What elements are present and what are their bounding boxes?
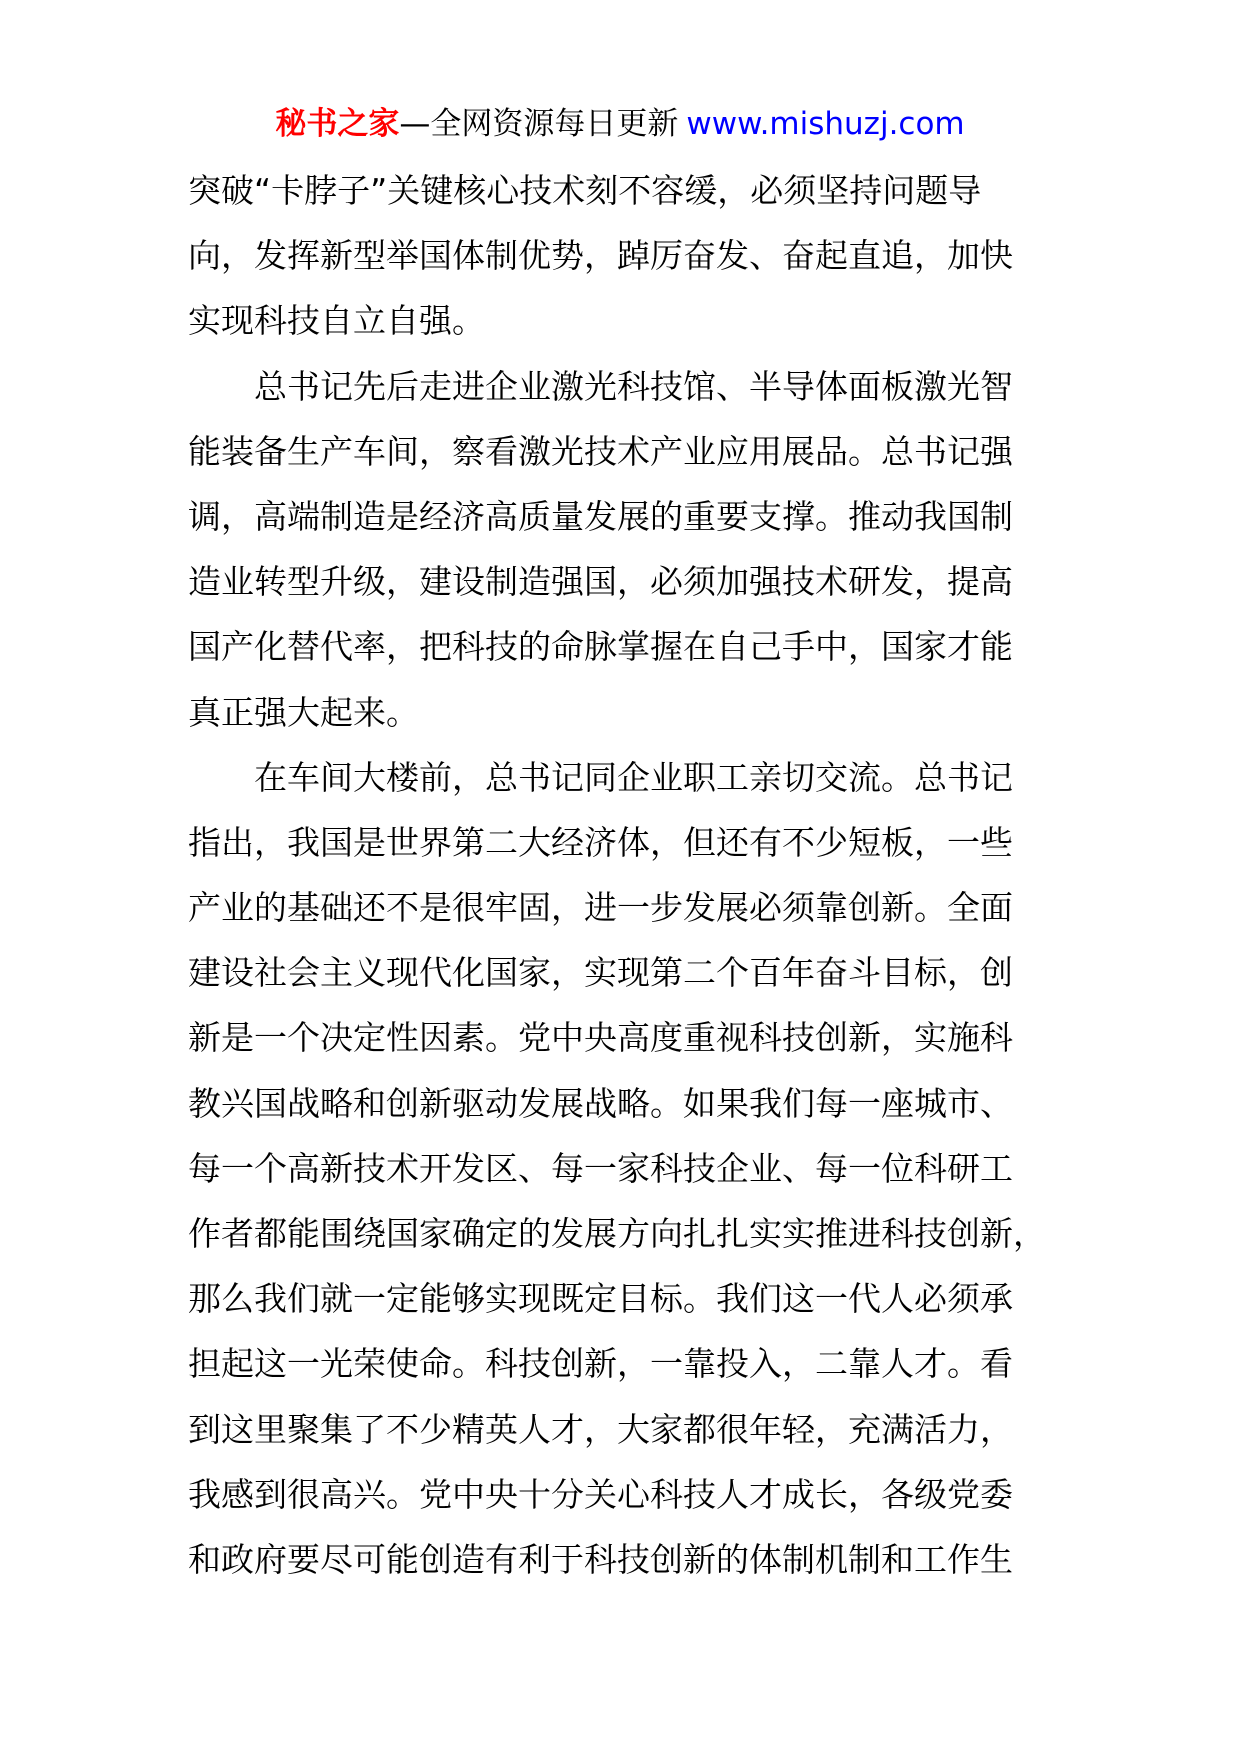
text-line: 作者都能围绕国家确定的发展方向扎扎实实推进科技创新， xyxy=(188,1214,1046,1253)
text-line: 国产化替代率，把科技的命脉掌握在自己手中，国家才能 xyxy=(188,627,1013,667)
website-link[interactable]: www.mishuzj.com xyxy=(686,106,965,142)
text-line: 调，高端制造是经济高质量发展的重要支撑。推动我国制 xyxy=(188,496,1013,536)
text-line: 到这里聚集了不少精英人才，大家都很年轻，充满活力， xyxy=(188,1409,1013,1449)
text-line: 能装备生产车间，察看激光技术产业应用展品。总书记强 xyxy=(188,431,1013,471)
text-line: 向，发挥新型举国体制优势，踔厉奋发、奋起直追，加快 xyxy=(188,236,1013,276)
text-line: 我感到很高兴。党中央十分关心科技人才成长，各级党委 xyxy=(188,1474,1013,1514)
text-line: 新是一个决定性因素。党中央高度重视科技创新，实施科 xyxy=(188,1018,1013,1058)
text-line: 造业转型升级，建设制造强国，必须加强技术研发，提高 xyxy=(188,562,1013,602)
text-line: 在车间大楼前，总书记同企业职工亲切交流。总书记 xyxy=(188,757,1013,797)
text-line: 实现科技自立自强。 xyxy=(188,301,485,341)
text-line: 那么我们就一定能够实现既定目标。我们这一代人必须承 xyxy=(188,1279,1013,1319)
text-line: 真正强大起来。 xyxy=(188,692,419,732)
brand-name: 秘书之家 xyxy=(275,106,400,142)
text-line: 突破“卡脖子”关键核心技术刻不容缓，必须坚持问题导 xyxy=(188,171,982,210)
text-line: 建设社会主义现代化国家，实现第二个百年奋斗目标，创 xyxy=(188,953,1013,993)
text-line: 总书记先后走进企业激光科技馆、半导体面板激光智 xyxy=(188,366,1013,406)
text-line: 教兴国战略和创新驱动发展战略。如果我们每一座城市、 xyxy=(188,1083,1013,1123)
header-tagline: —全网资源每日更新 xyxy=(399,106,679,142)
text-line: 和政府要尽可能创造有利于科技创新的体制机制和工作生 xyxy=(188,1539,1013,1579)
text-line: 每一个高新技术开发区、每一家科技企业、每一位科研工 xyxy=(188,1148,1013,1188)
text-line: 担起这一光荣使命。科技创新，一靠投入，二靠人才。看 xyxy=(188,1344,1013,1384)
text-line: 指出，我国是世界第二大经济体，但还有不少短板，一些 xyxy=(188,822,1013,862)
text-line: 产业的基础还不是很牢固，进一步发展必须靠创新。全面 xyxy=(188,888,1013,928)
page-header xyxy=(0,104,1240,144)
document-body xyxy=(188,158,1068,1592)
